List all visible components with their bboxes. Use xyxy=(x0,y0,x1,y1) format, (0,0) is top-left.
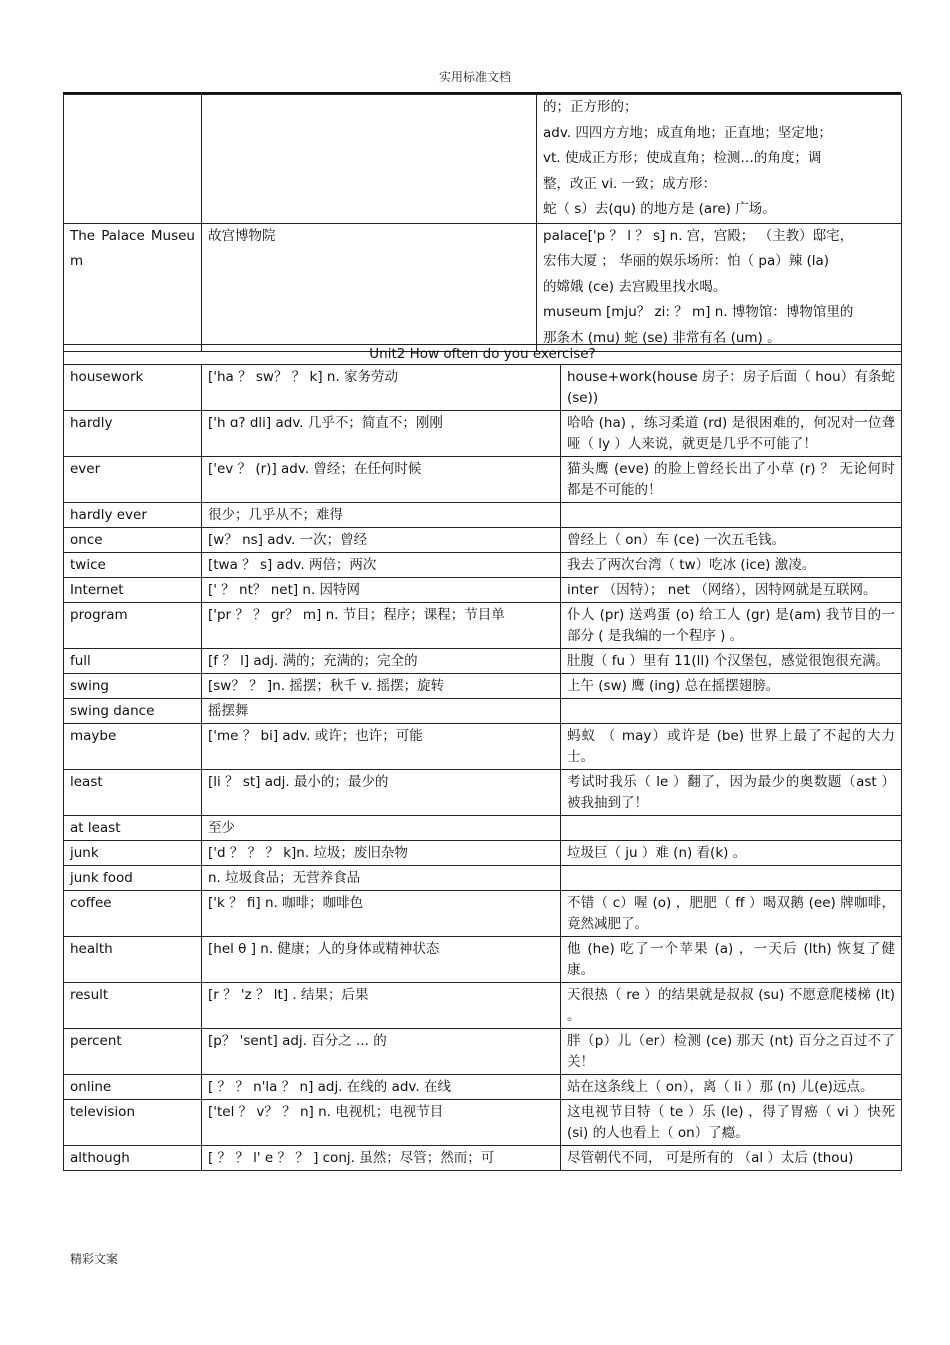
word-cell: coffee xyxy=(64,891,202,937)
meaning-cell: ['ev ？ (r)] adv. 曾经；在任何时候 xyxy=(202,457,561,503)
word-cell: percent xyxy=(64,1029,202,1075)
memory-tip-cell: 不错（ c）喔 (o) ，肥肥（ ff ）喝双鹅 (ee) 牌咖啡，竟然减肥了。 xyxy=(561,891,902,937)
memory-tip-cell: 上午 (sw) 鹰 (ing) 总在摇摆翅膀。 xyxy=(561,674,902,699)
memory-tip-line: 宏伟大厦 ； 华丽的娱乐场所：怕（ pa）辣 (la) xyxy=(543,253,830,269)
memory-tip-cell: 曾经上（ on）车 (ce) 一次五毛钱。 xyxy=(561,528,902,553)
table-row xyxy=(64,1146,902,1171)
meaning-cell: [hel θ ] n. 健康；人的身体或精神状态 xyxy=(202,937,561,983)
meaning-cell: [' ？ nt？ net] n. 因特网 xyxy=(202,578,561,603)
word-cell: at least xyxy=(64,816,202,841)
memory-tip-cell xyxy=(561,699,902,724)
memory-tip-cell xyxy=(561,503,902,528)
meaning-cell: [sw？ ？ ]n. 摇摆；秋千 v. 摇摆；旋转 xyxy=(202,674,561,699)
word-cell: ever xyxy=(64,457,202,503)
word-cell: full xyxy=(64,649,202,674)
meaning-cell: ['k ？ fi] n. 咖啡；咖啡色 xyxy=(202,891,561,937)
meaning-cell: 故宫博物院 xyxy=(202,223,537,352)
meaning-cell xyxy=(202,95,537,224)
meaning-cell: [twa ？ s] adv. 两倍；两次 xyxy=(202,553,561,578)
meaning-cell: ['d ？ ？ ？ k]n. 垃圾；废旧杂物 xyxy=(202,841,561,866)
meaning-cell: 很少；几乎从不；难得 xyxy=(202,503,561,528)
memory-tip-cell xyxy=(561,816,902,841)
meaning-cell: n. 垃圾食品；无营养食品 xyxy=(202,866,561,891)
meaning-cell: [ ？ ？ n'la ？ n] adj. 在线的 adv. 在线 xyxy=(202,1075,561,1100)
table-row xyxy=(64,457,902,503)
word-cell: twice xyxy=(64,553,202,578)
word-cell: swing dance xyxy=(64,699,202,724)
meaning-cell: [w？ ns] adv. 一次；曾经 xyxy=(202,528,561,553)
memory-tip-line: 的；正方形的； xyxy=(543,99,638,115)
memory-tip-cell: 垃圾巨（ ju ）难 (n) 看(k) 。 xyxy=(561,841,902,866)
memory-tip-line: 的嫦娥 (ce) 去宫殿里找水喝。 xyxy=(543,278,727,295)
meaning-cell: ['pr ？ ？ gr？ m] n. 节目；程序；课程；节目单 xyxy=(202,603,561,649)
meaning-cell: 摇摆舞 xyxy=(202,699,561,724)
word-cell: online xyxy=(64,1075,202,1100)
table-row xyxy=(64,649,902,674)
meaning-cell: [ ？ ？ l' e ？ ？ ] conj. 虽然；尽管；然而；可 xyxy=(202,1146,561,1171)
memory-tip-cell: 哈哈 (ha) ，练习柔道 (rd) 是很困难的，何况对一位聋哑（ ly ）人来说，就更是几乎不可能了！ xyxy=(561,411,902,457)
table-row xyxy=(64,1075,902,1100)
table-row xyxy=(64,699,902,724)
meaning-cell: ['me ？ bi] adv. 或许；也许；可能 xyxy=(202,724,561,770)
word-cell: housework xyxy=(64,365,202,411)
table-row xyxy=(64,674,902,699)
word-cell: health xyxy=(64,937,202,983)
word-cell: swing xyxy=(64,674,202,699)
vocab-table-continued xyxy=(63,94,902,352)
word-cell: once xyxy=(64,528,202,553)
word-cell: program xyxy=(64,603,202,649)
unit-title-row xyxy=(64,345,902,365)
memory-tip-cell: 天很热（ re ）的结果就是叔叔 (su) 不愿意爬楼梯 (lt) 。 xyxy=(561,983,902,1029)
word-cell xyxy=(64,95,202,224)
memory-tip-line: palace['p ？ l ？ s] n. 宫，宫殿； （主教）邸宅， xyxy=(543,227,854,244)
memory-tip-cell: house+work(house 房子：房子后面（ hou）有条蛇 (se)) xyxy=(561,365,902,411)
memory-tip-line: museum [mju？ zi: ？ m] n. 博物馆：博物馆里的 xyxy=(543,304,854,320)
word-cell: television xyxy=(64,1100,202,1146)
word-cell: junk xyxy=(64,841,202,866)
table-row xyxy=(64,528,902,553)
meaning-cell: ['ha ？ sw？ ？ k] n. 家务劳动 xyxy=(202,365,561,411)
meaning-cell: [r ？ 'z ？ lt] . 结果；后果 xyxy=(202,983,561,1029)
unit-title: Unit2 How often do you exercise? xyxy=(64,345,902,365)
page-header: 实用标准文档 xyxy=(438,70,511,84)
word-cell: The Palace Museum xyxy=(64,223,202,352)
memory-tip-line: vt. 使成正方形；使成直角；检测…的角度；调 xyxy=(543,150,822,166)
table-row xyxy=(64,603,902,649)
memory-tip-line: adv. 四四方方地；成直角地；正直地；坚定地； xyxy=(543,124,832,141)
table-row xyxy=(64,95,902,224)
memory-tip-cell: 这电视节目特（ te ）乐 (le) ，得了胃癌（ vi ）快死 (si) 的人也看上（ on）了瘾。 xyxy=(561,1100,902,1146)
word-cell: hardly ever xyxy=(64,503,202,528)
meaning-cell: [f ？ l] adj. 满的；充满的；完全的 xyxy=(202,649,561,674)
word-cell: junk food xyxy=(64,866,202,891)
memory-tip-cell: 猫头鹰 (eve) 的脸上曾经长出了小草 (r) ？ 无论何时都是不可能的！ xyxy=(561,457,902,503)
table-row xyxy=(64,891,902,937)
memory-tip-cell xyxy=(561,866,902,891)
table-row xyxy=(64,866,902,891)
memory-tip-cell xyxy=(537,95,902,224)
table-row xyxy=(64,770,902,816)
memory-tip-cell: 胖（p）儿（er）检测 (ce) 那天 (nt) 百分之百过不了关！ xyxy=(561,1029,902,1075)
word-cell: Internet xyxy=(64,578,202,603)
meaning-cell: 至少 xyxy=(202,816,561,841)
table-row xyxy=(64,724,902,770)
memory-tip-line: 蛇（ s）去(qu) 的地方是 (are) 广场。 xyxy=(543,201,776,217)
memory-tip-cell: 肚腹（ fu ）里有 11(ll) 个汉堡包，感觉很饱很充满。 xyxy=(561,649,902,674)
table-row xyxy=(64,983,902,1029)
memory-tip-cell: 考试时我乐（ le ）翻了，因为最少的奥数题（ast ）被我抽到了！ xyxy=(561,770,902,816)
word-cell: maybe xyxy=(64,724,202,770)
word-cell: least xyxy=(64,770,202,816)
memory-tip-cell: 尽管朝代不同， 可是所有的 （al ）太后 (thou) xyxy=(561,1146,902,1171)
table-row xyxy=(64,937,902,983)
table-row xyxy=(64,1100,902,1146)
table-row xyxy=(64,578,902,603)
table-row xyxy=(64,223,902,352)
memory-tip-line: 那条木 (mu) 蛇 (se) 非常有名 (um) 。 xyxy=(543,329,781,346)
memory-tip-cell xyxy=(537,223,902,352)
word-cell: although xyxy=(64,1146,202,1171)
table-row xyxy=(64,411,902,457)
table-row xyxy=(64,841,902,866)
table-row xyxy=(64,816,902,841)
memory-tip-cell: 仆人 (pr) 送鸡蛋 (o) 给工人 (gr) 是(am) 我节目的一部分 ( 是我编的一个程序 ) 。 xyxy=(561,603,902,649)
meaning-cell: ['tel ？ v？ ？ n] n. 电视机；电视节目 xyxy=(202,1100,561,1146)
memory-tip-cell: 蚂蚁 （ may）或许是 (be) 世界上最了不起的大力士。 xyxy=(561,724,902,770)
page-footer: 精彩文案 xyxy=(70,1252,119,1266)
memory-tip-cell: 他 (he) 吃了一个苹果 (a) ，一天后 (lth) 恢复了健康。 xyxy=(561,937,902,983)
word-cell: hardly xyxy=(64,411,202,457)
memory-tip-cell: inter （因特）； net （网络），因特网就是互联网。 xyxy=(561,578,902,603)
meaning-cell: [li ？ st] adj. 最小的；最少的 xyxy=(202,770,561,816)
memory-tip-line: 整，改正 vi. 一致；成方形： xyxy=(543,175,717,192)
vocab-table-unit2 xyxy=(63,344,902,1171)
meaning-cell: [p？ 'sent] adj. 百分之 ... 的 xyxy=(202,1029,561,1075)
memory-tip-cell: 我去了两次台湾（ tw）吃冰 (ice) 激凌。 xyxy=(561,553,902,578)
table-row xyxy=(64,365,902,411)
meaning-cell: ['h ɑ? dli] adv. 几乎不；简直不；刚刚 xyxy=(202,411,561,457)
table-row xyxy=(64,1029,902,1075)
table-row xyxy=(64,503,902,528)
memory-tip-cell: 站在这条线上（ on），离（ li ）那 (n) 儿(e)远点。 xyxy=(561,1075,902,1100)
word-cell: result xyxy=(64,983,202,1029)
table-row xyxy=(64,553,902,578)
